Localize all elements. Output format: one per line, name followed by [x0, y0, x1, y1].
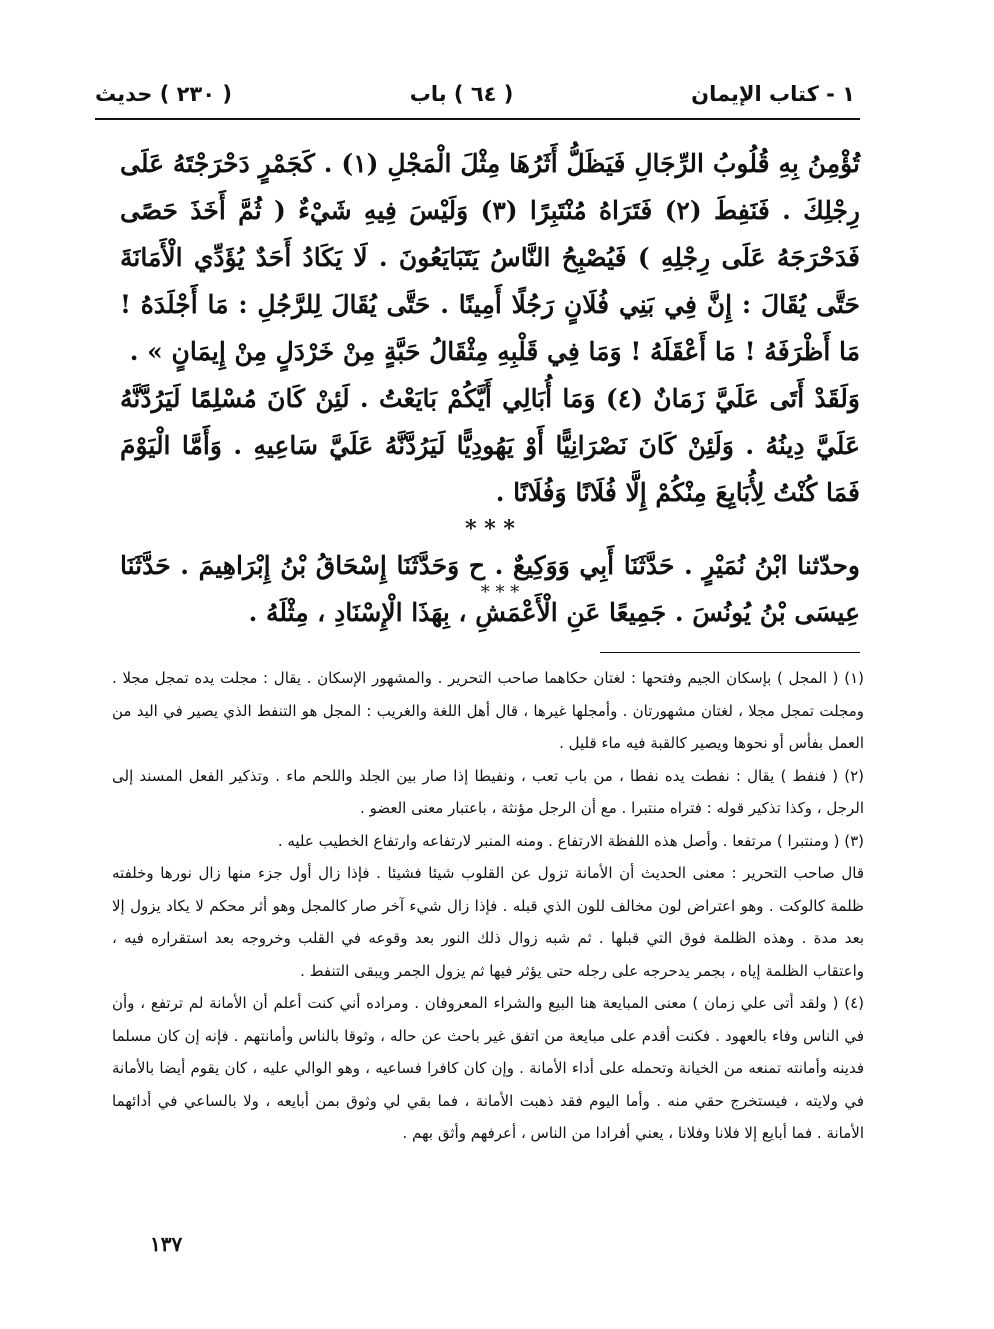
- book-title: ١ - كتاب الإيمان: [691, 82, 855, 106]
- hadith-paragraph-1: تُؤْمِنُ بِهِ قُلُوبُ الرِّجَالِ فَيَظَلُّ أَثَرُهَا مِثْلَ الْمَجْلِ (١) . كَجَمْرٍ دَحْرَجْتَهُ عَلَى رِجْلِكَ . فَنَفِطَ (٢) فَتَرَاهُ مُنْتَبِرًا (٣) وَلَيْسَ فِيهِ شَيْءٌ ( ثُمَّ أَخَذَ حَصًى فَدَحْرَجَهُ عَلَى رِجْلِهِ ) فَيُصْبِحُ النَّاسُ يَتَبَايَعُونَ . لَا يَكَادُ أَحَدٌ يُؤَدِّي الْأَمَانَةَ حَتَّى يُقَالَ : إِنَّ فِي بَنِي فُلَانٍ رَجُلًا أَمِينًا . حَتَّى يُقَالَ لِلرَّجُلِ : مَا أَجْلَدَهُ ! مَا أَظْرَفَهُ ! مَا أَعْقَلَهُ ! وَمَا فِي قَلْبِهِ مِثْقَالُ حَبَّةٍ مِنْ خَرْدَلٍ مِنْ إِيمَانٍ » .: [120, 149, 861, 366]
- hadith-number: ( ٢٣٠ ) حديث: [95, 82, 232, 106]
- footnote-2: (٢) ( فنفط ) يقال : نفطت يده نفطا ، من باب تعب ، ونفيطا إذا صار بين الجلد واللحم ماء . وتذكير الفعل المسند إلى الرجل ، وكذا تذكير قوله : فتراه منتبرا . مع أن الرجل مؤنثة ، باعتبار معنى العضو .: [112, 766, 864, 817]
- header-rule: [95, 118, 860, 120]
- footnote-3-commentary: قال صاحب التحرير : معنى الحديث أن الأمانة تزول عن القلوب شيئا فشيئا . فإذا زال أول جزء منها زال نورها وخلفته ظلمة كالوكت . وهو اعتراض لون مخالف للون الذي قبله . فإذا زال شيء آخر صار كالمجل وهو أثر محكم لا يكاد يزول إلا بعد مدة . وهذه الظلمة فوق التي قبلها . ثم شبه زوال ذلك النور بعد وقوعه في القلب وخروجه بعد استقراره فيه ، واعتقاب الظلمة إياه ، بجمر يدحرجه على رجله حتى يؤثر فيها ثم يزول الجمر ويبقى التنفط .: [112, 864, 864, 980]
- hadith-paragraph-2: وَلَقَدْ أَتَى عَلَيَّ زَمَانٌ (٤) وَمَا أُبَالِي أَيَّكُمْ بَايَعْتُ . لَئِنْ كَانَ مُسْلِمًا لَيَرُدَّنَّهُ عَلَيَّ دِينُهُ . وَلَئِنْ كَانَ نَصْرَانِيًّا أَوْ يَهُودِيًّا لَيَرُدَّنَّهُ عَلَيَّ سَاعِيهِ . وَأَمَّا الْيَوْمَ فَمَا كُنْتُ لِأُبَايِعَ مِنْكُمْ إِلَّا فُلَانًا وَفُلَانًا .: [120, 384, 860, 507]
- hadith-text: [120, 140, 860, 636]
- footnote-rule: [600, 652, 860, 653]
- page-number: ١٣٧: [150, 1232, 183, 1256]
- footnotes: [112, 662, 864, 1150]
- footnote-3: (٣) ( ومنتبرا ) مرتفعا . وأصل هذه اللفظة الارتفاع . ومنه المنبر لارتفاعه وارتفاع الخطيب عليه .: [277, 831, 864, 850]
- section-separator: * * *: [465, 516, 515, 542]
- end-ornament: * * *: [480, 582, 520, 603]
- footnote-1: (١) ( المجل ) بإسكان الجيم وفتحها : لغتان حكاهما صاحب التحرير . والمشهور الإسكان . يقال : مجلت يده تمجل مجلا . ومجلت تمجل مجلا ، لغتان مشهورتان . وأمجلها غيرها ، قال أهل اللغة والغريب : المجل هو التنفط الذي يصير في اليد من العمل بفأس أو نحوها ويصير كالقبة فيه ماء قليل .: [112, 669, 864, 752]
- footnote-4: (٤) ( ولقد أتى علي زمان ) معنى المبايعة هنا البيع والشراء المعروفان . ومراده أني كنت أعلم أن الأمانة لم ترتفع ، وأن في الناس وفاء بالعهود . فكنت أقدم على مبايعة من اتفق غير باحث عن حاله ، وثوقا بالناس وأمانتهم . فإنه إن كان مسلما فدينه وأمانته تمنعه من الخيانة وتحمله على أداء الأمانة . وإن كان كافرا فساعيه ، وهو الوالي عليه ، كان يقوم أيضا بالأمانة في ولايته ، فيستخرج حقي منه . وأما اليوم فقد ذهبت الأمانة ، فما بقي لي وثوق بمن أبايعه ، ولا بالساعي في أدائهما الأمانة . فما أبايع إلا فلانا وفلانا ، يعني أفرادا من الناس ، أعرفهم وأثق بهم .: [112, 994, 864, 1142]
- isnad-paragraph: وحدّثنا ابْنُ نُمَيْرٍ . حَدَّثَنَا أَبِي وَوَكِيعٌ . ح وَحَدَّثَنَا إِسْحَاقُ بْنُ إِبْرَاهِيمَ . حَدَّثَنَا عِيسَى بْنُ يُونُسَ . جَمِيعًا عَنِ الْأَعْمَشِ ، بِهَذَا الْإِسْنَادِ ، مِثْلَهُ .: [120, 551, 860, 627]
- chapter-number: ( ٦٤ ) باب: [409, 82, 514, 106]
- running-header: [95, 72, 855, 116]
